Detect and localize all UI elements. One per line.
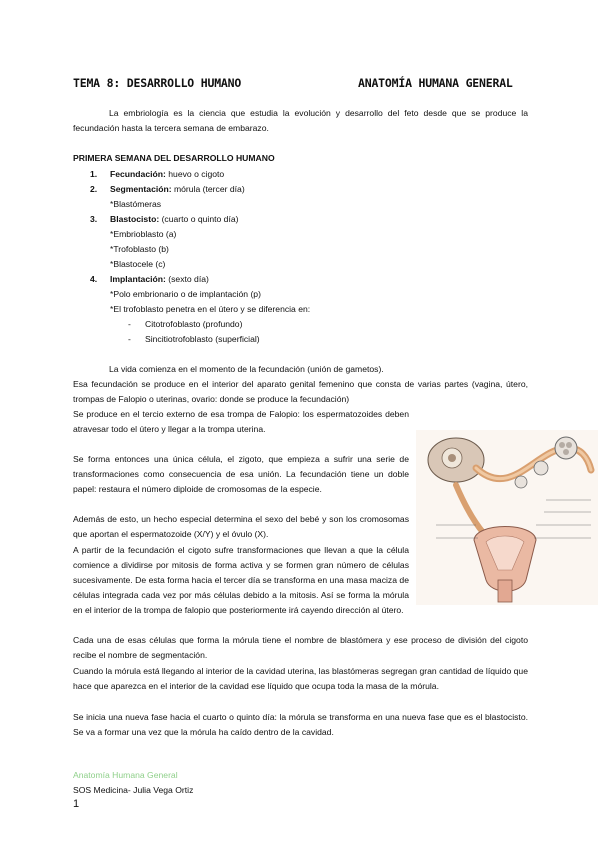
footer-author: SOS Medicina- Julia Vega Ortiz [73,785,194,795]
paragraph: Además de esto, un hecho especial determina el sexo del bebé y son los cromosomas que aportan el espermatozoide (X/Y) y el óvulo (X). [73,514,409,539]
paragraph: Cada una de esas células que forma la mórula tiene el nombre de blastómera y ese proceso de división del cigoto recibe el nombre de segmentación. [73,635,528,660]
reproductive-tract-illustration [416,430,598,605]
item-number: 3. [90,214,98,224]
item-label: Implantación: [110,274,166,284]
item-text: (sexto día) [165,274,209,284]
page-number: 1 [73,798,80,810]
paragraph: La vida comienza en el momento de la fecundación (unión de gametos). [109,364,384,374]
morula-shape [555,437,577,459]
item-label: Blastocisto: [110,214,160,224]
doc-course-title: ANATOMÍA HUMANA GENERAL [358,76,513,90]
paragraph: Esa fecundación se produce en el interior del aparato genital femenino que consta de varias partes (vagina, útero, trompas de Falopio o uterinas, ovario: donde se produce la fecundación) [73,379,528,404]
paragraph: Se produce en el tercio externo de esa trompa de Falopio: los espermatozoides deben atravesar todo el útero y llegar a la trompa uterina. [73,409,409,434]
paragraph: Se forma entonces una única célula, el zigoto, que empieza a sufrir una serie de transformaciones como consecuencia de esa unión. La fecundación tiene un doble papel: restaura el número diploide de cromosomas de la especie. [73,454,409,494]
item-number: 4. [90,274,98,284]
paragraph: A partir de la fecundación el cigoto sufre transformaciones que llevan a que la célula comience a dividirse por mitosis de forma activa y se formen gran número de células sucesivamente. De esta forma hacia el tercer día se transforma en una masa maciza de células integrada cada vez por más células debido a la mitosis. Así se forma la mórula en el interior de la trompa de falopio que posteriormente irá cayendo dirección al útero. [73,545,409,615]
paragraph: Se inicia una nueva fase hacia el cuarto o quinto día: la mórula se transforma en una nueva fase que es el blastocisto. Se va a formar una vez que la mórula ha caído dentro de la cavidad. [73,712,528,737]
paragraph: Cuando la mórula está llegando al interior de la cavidad uterina, las blastómeras segregan gran cantidad de líquido que hace que aparezca en el interior de la cavidad ese líquido que ocupa toda la masa de la mórula. [73,666,528,691]
item-number: 1. [90,169,98,179]
item-text: (cuarto o quinto día) [159,214,239,224]
item-number: 2. [90,184,98,194]
item-text: mórula (tercer día) [171,184,245,194]
section-heading: PRIMERA SEMANA DEL DESARROLLO HUMANO [73,153,275,163]
item-text: huevo o cigoto [165,169,225,179]
footer-course: Anatomía Humana General [73,770,178,780]
item-label: Fecundación: [110,169,166,179]
item-label: Segmentación: [110,184,172,194]
intro-paragraph: La embriología es la ciencia que estudia la evolución y desarrollo del feto desde que se produce la fecundación hasta la tercera semana de embarazo. [73,108,528,133]
doc-topic-title: TEMA 8: DESARROLLO HUMANO [73,76,242,90]
